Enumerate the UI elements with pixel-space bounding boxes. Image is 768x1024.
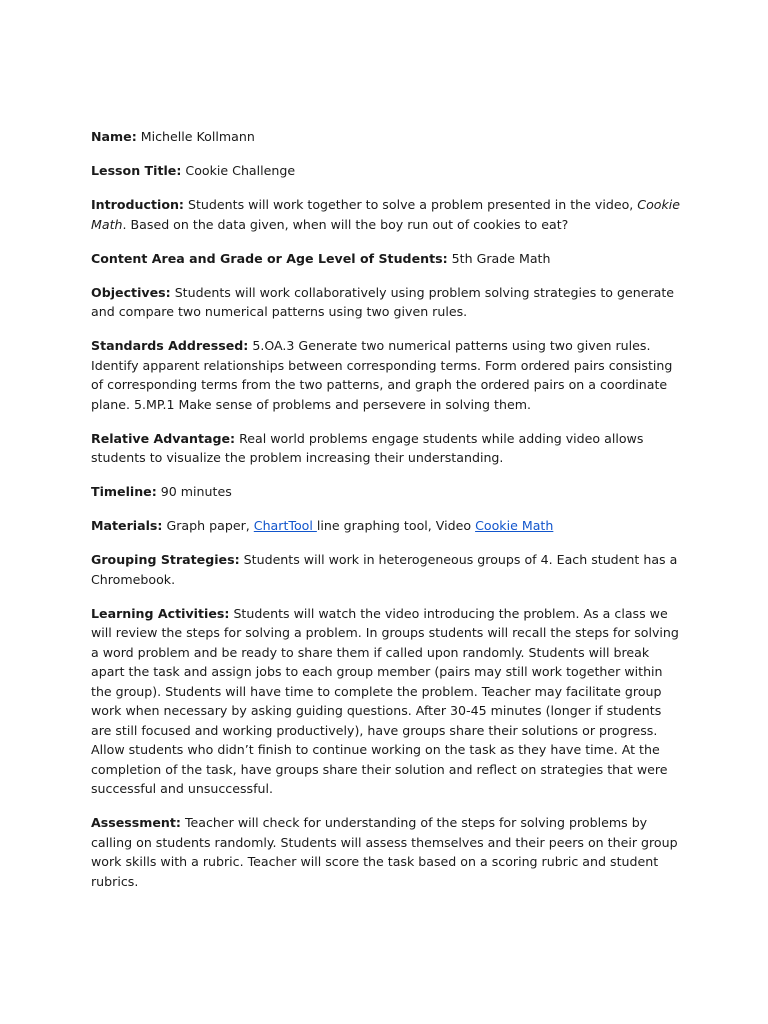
introduction-label: Introduction: <box>91 197 184 212</box>
objectives-text: Students will work collaboratively using problem solving strategies to generate and compare two numerical patterns using two given rules. <box>91 284 675 319</box>
introduction-section <box>91 195 681 234</box>
relative-advantage-text: Real world problems engage students while adding video allows students to visualize the problem increasing their understanding. <box>91 430 644 465</box>
name-section <box>91 127 681 147</box>
grouping-label: Grouping Strategies: <box>91 552 240 567</box>
objectives-section <box>91 283 681 322</box>
assessment-text: Teacher will check for understanding of the steps for solving problems by calling on students randomly. Students will assess themselves and their peers on their group work skills with a rubric. Teacher will score the task based on a scoring rubric and student rubrics. <box>91 815 678 889</box>
content-area-value: 5th Grade Math <box>451 250 551 266</box>
materials-label: Materials: <box>91 518 163 533</box>
standards-text: 5.OA.3 Generate two numerical patterns using two given rules. Identify apparent relationships between corresponding terms. Form ordered pairs consisting of corresponding terms from the two patterns, and graph the ordered pairs on a coordinate plane. 5.MP.1 Make sense of problems and persevere in solving them. <box>91 338 673 412</box>
introduction-text-after: . Based on the data given, when will the boy run out of cookies to eat? <box>122 216 569 232</box>
lesson-title-value: Cookie Challenge <box>185 163 296 178</box>
standards-section <box>91 336 681 414</box>
lesson-plan-document <box>91 127 681 906</box>
relative-advantage-label: Relative Advantage: <box>91 430 236 446</box>
assessment-label: Assessment: <box>91 815 181 830</box>
timeline-section <box>91 482 681 502</box>
content-area-label: Content Area and Grade or Age Level of Students: <box>91 250 448 266</box>
name-label: Name: <box>91 129 137 144</box>
learning-activities-text: Students will watch the video introducing the problem. As a class we will review the steps for solving a problem. In groups students will recall the steps for solving a word problem and be ready to share them if called upon randomly. Students will break apart the task and assign jobs to each group member (pairs may still work together within the group). Students will have time to complete the problem. Teacher may facilitate group work when necessary by asking guiding questions. After 30-45 minutes (longer if students are still focused and working productively), have groups share their solutions or progress. Allow students who didn’t finish to continue working on the task as they have time. At the completion of the task, have groups share their solution and reflect on strategies that were successful and unsuccessful. <box>91 605 679 796</box>
learning-activities-label: Learning Activities: <box>91 605 230 621</box>
introduction-text-before: Students will work together to solve a problem presented in the video, <box>188 197 634 212</box>
grouping-section <box>91 550 681 589</box>
relative-advantage-section <box>91 429 681 468</box>
charttool-link[interactable]: ChartTool <box>253 518 317 533</box>
lesson-title-label: Lesson Title: <box>91 163 182 178</box>
materials-text-1: Graph paper, <box>166 518 250 533</box>
materials-section <box>91 516 681 536</box>
grouping-text: Students will work in heterogeneous groups of 4. Each student has a Chromebook. <box>91 552 678 587</box>
name-value: Michelle Kollmann <box>140 129 255 144</box>
introduction-video-title: Cookie Math <box>91 197 681 232</box>
lesson-title-section <box>91 161 681 181</box>
assessment-section <box>91 813 681 891</box>
timeline-label: Timeline: <box>91 484 157 499</box>
standards-label: Standards Addressed: <box>91 338 249 353</box>
learning-activities-section <box>91 604 681 799</box>
materials-text-2: line graphing tool, Video <box>316 518 472 533</box>
objectives-label: Objectives: <box>91 284 171 300</box>
timeline-value: 90 minutes <box>160 484 232 499</box>
content-area-section <box>91 249 681 269</box>
cookie-math-link[interactable]: Cookie Math <box>475 518 554 533</box>
